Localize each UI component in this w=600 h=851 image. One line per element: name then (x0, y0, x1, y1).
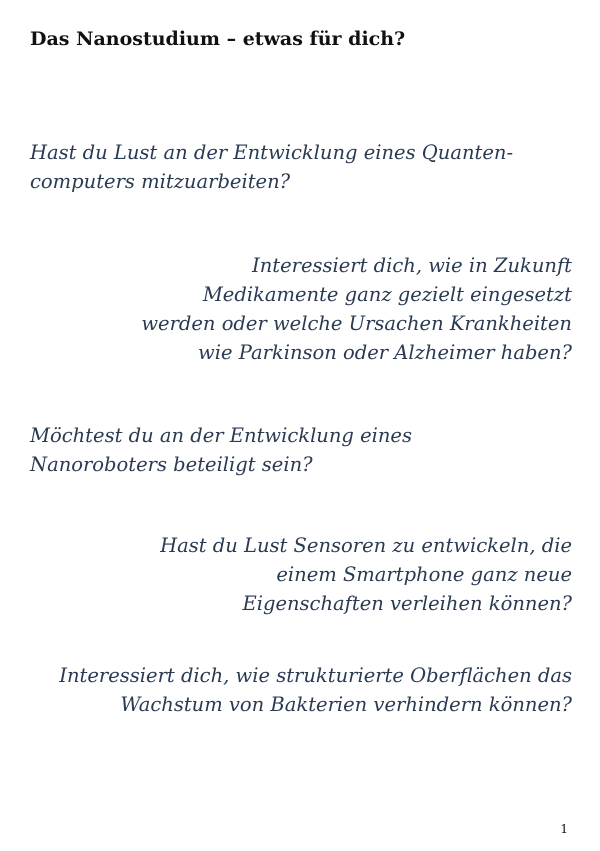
question-medicine (141, 251, 572, 367)
page-number: 1 (560, 822, 568, 836)
question-line: Wachstum von Bakterien verhindern können? (120, 693, 572, 716)
question-line: Interessiert dich, wie strukturierte Oberflächen das (59, 664, 572, 687)
question-line: Interessiert dich, wie in Zukunft (252, 254, 572, 277)
page-title: Das Nanostudium – etwas für dich? (30, 28, 406, 50)
question-sensors (160, 531, 572, 618)
question-line: werden oder welche Ursachen Krankheiten (141, 312, 572, 335)
question-line: Eigenschaften verleihen können? (242, 592, 572, 615)
question-quantum-computer (30, 138, 513, 196)
question-line: wie Parkinson oder Alzheimer haben? (198, 341, 572, 364)
question-line: Hast du Lust Sensoren zu entwickeln, die (160, 534, 572, 557)
question-line: Möchtest du an der Entwicklung eines (30, 424, 412, 447)
question-surfaces (59, 661, 572, 719)
question-line: computers mitzuarbeiten? (30, 170, 291, 193)
question-line: Nanoroboters beteiligt sein? (30, 453, 313, 476)
question-nanorobot (30, 421, 412, 479)
question-line: Medikamente ganz gezielt eingesetzt (202, 283, 572, 306)
question-line: einem Smartphone ganz neue (276, 563, 572, 586)
question-line: Hast du Lust an der Entwicklung eines Quanten- (30, 141, 514, 164)
